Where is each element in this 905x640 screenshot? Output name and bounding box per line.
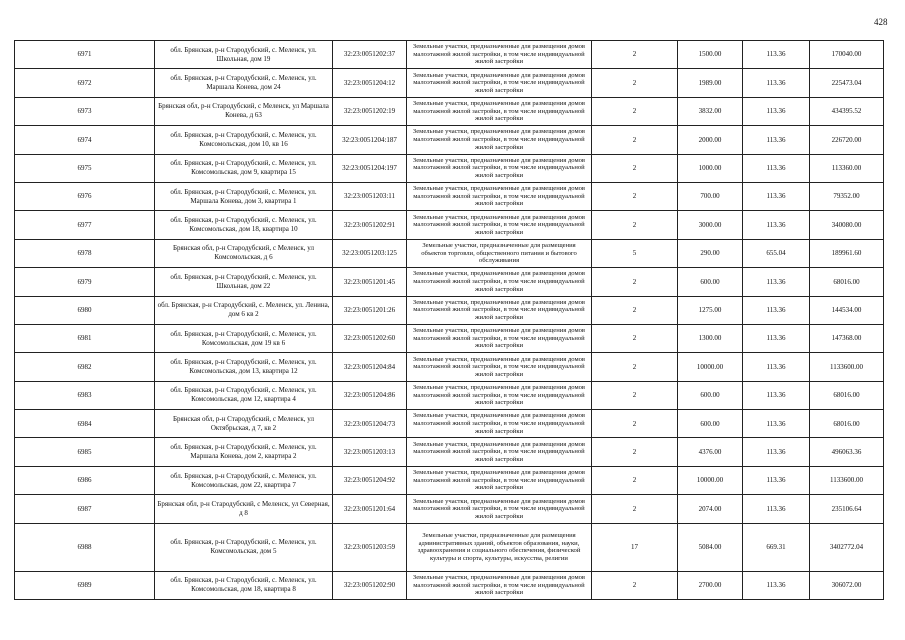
address-cell: обл. Брянская, р-н Стародубский, с. Меленск, ул. Маршала Конева, дом 3, квартира 1 bbox=[155, 182, 333, 210]
table-row bbox=[15, 324, 884, 352]
land-use-cell: Земельные участки, предназначенные для размещения домов малоэтажной жилой застройки, в том числе индивидуальной жилой застройки bbox=[407, 41, 592, 69]
cadastral-value-cell: 306072.00 bbox=[810, 571, 884, 599]
table-row bbox=[15, 410, 884, 438]
table-row bbox=[15, 126, 884, 154]
row-number-cell: 6971 bbox=[15, 41, 155, 69]
address-cell: обл. Брянская, р-н Стародубский, с. Меленск, ул. Маршала Конева, дом 2, квартира 2 bbox=[155, 438, 333, 466]
rate-cell: 113.36 bbox=[743, 324, 810, 352]
address-cell: обл. Брянская, р-н Стародубский, с. Меленск, ул. Школьная, дом 22 bbox=[155, 268, 333, 296]
use-code-cell: 2 bbox=[592, 268, 678, 296]
land-use-cell: Земельные участки, предназначенные для размещения домов малоэтажной жилой застройки, в том числе индивидуальной жилой застройки bbox=[407, 410, 592, 438]
cadastral-value-cell: 79352.00 bbox=[810, 182, 884, 210]
cadastral-number-cell: 32:23:0051201:26 bbox=[333, 296, 407, 324]
page-number: 428 bbox=[874, 17, 888, 27]
area-cell: 1989.00 bbox=[678, 69, 743, 97]
rate-cell: 113.36 bbox=[743, 571, 810, 599]
table-row bbox=[15, 239, 884, 267]
address-cell: обл. Брянская, р-н Стародубский, с. Меленск, ул. Маршала Конева, дом 24 bbox=[155, 69, 333, 97]
land-use-cell: Земельные участки, предназначенные для размещения домов малоэтажной жилой застройки, в том числе индивидуальной жилой застройки bbox=[407, 97, 592, 125]
cadastral-number-cell: 32:23:0051202:37 bbox=[333, 41, 407, 69]
address-cell: обл. Брянская, р-н Стародубский, с. Меленск, ул. Ленина, дом 6 кв 2 bbox=[155, 296, 333, 324]
use-code-cell: 17 bbox=[592, 523, 678, 571]
area-cell: 1275.00 bbox=[678, 296, 743, 324]
cadastral-value-cell: 1133600.00 bbox=[810, 466, 884, 494]
address-cell: Брянская обл, р-н Стародубский, с Меленск, ул Северная, д 8 bbox=[155, 495, 333, 523]
rate-cell: 113.36 bbox=[743, 97, 810, 125]
area-cell: 4376.00 bbox=[678, 438, 743, 466]
cadastral-number-cell: 32:23:0051202:60 bbox=[333, 324, 407, 352]
use-code-cell: 2 bbox=[592, 410, 678, 438]
area-cell: 2000.00 bbox=[678, 126, 743, 154]
rate-cell: 113.36 bbox=[743, 126, 810, 154]
rate-cell: 113.36 bbox=[743, 69, 810, 97]
row-number-cell: 6977 bbox=[15, 211, 155, 239]
area-cell: 10000.00 bbox=[678, 466, 743, 494]
use-code-cell: 2 bbox=[592, 41, 678, 69]
row-number-cell: 6985 bbox=[15, 438, 155, 466]
cadastral-number-cell: 32:23:0051202:91 bbox=[333, 211, 407, 239]
row-number-cell: 6989 bbox=[15, 571, 155, 599]
cadastral-number-cell: 32:23:0051204:86 bbox=[333, 381, 407, 409]
row-number-cell: 6978 bbox=[15, 239, 155, 267]
area-cell: 1000.00 bbox=[678, 154, 743, 182]
table-body bbox=[15, 41, 884, 600]
use-code-cell: 2 bbox=[592, 495, 678, 523]
address-cell: обл. Брянская, р-н Стародубский, с. Меленск, ул. Комсомольская, дом 18, квартира 8 bbox=[155, 571, 333, 599]
cadastral-number-cell: 32:23:0051203:11 bbox=[333, 182, 407, 210]
row-number-cell: 6988 bbox=[15, 523, 155, 571]
use-code-cell: 2 bbox=[592, 69, 678, 97]
row-number-cell: 6980 bbox=[15, 296, 155, 324]
address-cell: Брянская обл, р-н Стародубский, с Меленск, ул Маршала Конева, д 63 bbox=[155, 97, 333, 125]
rate-cell: 655.04 bbox=[743, 239, 810, 267]
table-row bbox=[15, 466, 884, 494]
rate-cell: 113.36 bbox=[743, 41, 810, 69]
cadastral-value-cell: 113360.00 bbox=[810, 154, 884, 182]
cadastral-value-cell: 68016.00 bbox=[810, 410, 884, 438]
table-row bbox=[15, 97, 884, 125]
rate-cell: 113.36 bbox=[743, 495, 810, 523]
area-cell: 2700.00 bbox=[678, 571, 743, 599]
area-cell: 3832.00 bbox=[678, 97, 743, 125]
row-number-cell: 6981 bbox=[15, 324, 155, 352]
table-row bbox=[15, 353, 884, 381]
cadastral-number-cell: 32:23:0051203:13 bbox=[333, 438, 407, 466]
row-number-cell: 6972 bbox=[15, 69, 155, 97]
rate-cell: 113.36 bbox=[743, 211, 810, 239]
area-cell: 290.00 bbox=[678, 239, 743, 267]
land-use-cell: Земельные участки, предназначенные для размещения домов малоэтажной жилой застройки, в том числе индивидуальной жилой застройки bbox=[407, 211, 592, 239]
land-registry-table bbox=[14, 40, 884, 600]
row-number-cell: 6982 bbox=[15, 353, 155, 381]
table-row bbox=[15, 523, 884, 571]
cadastral-value-cell: 225473.04 bbox=[810, 69, 884, 97]
row-number-cell: 6976 bbox=[15, 182, 155, 210]
cadastral-number-cell: 32:23:0051203:125 bbox=[333, 239, 407, 267]
cadastral-value-cell: 235106.64 bbox=[810, 495, 884, 523]
address-cell: обл. Брянская, р-н Стародубский, с. Меленск, ул. Комсомольская, дом 5 bbox=[155, 523, 333, 571]
cadastral-number-cell: 32:23:0051204:73 bbox=[333, 410, 407, 438]
cadastral-value-cell: 3402772.04 bbox=[810, 523, 884, 571]
use-code-cell: 2 bbox=[592, 211, 678, 239]
rate-cell: 113.36 bbox=[743, 296, 810, 324]
cadastral-value-cell: 226720.00 bbox=[810, 126, 884, 154]
land-use-cell: Земельные участки, предназначенные для размещения домов малоэтажной жилой застройки, в том числе индивидуальной жилой застройки bbox=[407, 126, 592, 154]
area-cell: 10000.00 bbox=[678, 353, 743, 381]
use-code-cell: 2 bbox=[592, 296, 678, 324]
land-use-cell: Земельные участки, предназначенные для размещения домов малоэтажной жилой застройки, в том числе индивидуальной жилой застройки bbox=[407, 495, 592, 523]
land-use-cell: Земельные участки, предназначенные для размещения домов малоэтажной жилой застройки, в том числе индивидуальной жилой застройки bbox=[407, 268, 592, 296]
table-row bbox=[15, 381, 884, 409]
rate-cell: 113.36 bbox=[743, 381, 810, 409]
address-cell: обл. Брянская, р-н Стародубский, с. Меленск, ул. Комсомольская, дом 13, квартира 12 bbox=[155, 353, 333, 381]
land-use-cell: Земельные участки, предназначенные для размещения домов малоэтажной жилой застройки, в том числе индивидуальной жилой застройки bbox=[407, 353, 592, 381]
address-cell: обл. Брянская, р-н Стародубский, с. Меленск, ул. Комсомольская, дом 19 кв 6 bbox=[155, 324, 333, 352]
use-code-cell: 2 bbox=[592, 182, 678, 210]
rate-cell: 669.31 bbox=[743, 523, 810, 571]
cadastral-value-cell: 1133600.00 bbox=[810, 353, 884, 381]
table-row bbox=[15, 154, 884, 182]
area-cell: 700.00 bbox=[678, 182, 743, 210]
table-row bbox=[15, 571, 884, 599]
address-cell: Брянская обл, р-н Стародубский, с Меленск, ул Октябрьская, д 7, кв 2 bbox=[155, 410, 333, 438]
address-cell: обл. Брянская, р-н Стародубский, с. Меленск, ул. Комсомольская, дом 12, квартира 4 bbox=[155, 381, 333, 409]
area-cell: 1300.00 bbox=[678, 324, 743, 352]
rate-cell: 113.36 bbox=[743, 268, 810, 296]
cadastral-number-cell: 32:23:0051202:19 bbox=[333, 97, 407, 125]
table-row bbox=[15, 41, 884, 69]
land-use-cell: Земельные участки, предназначенные для размещения домов малоэтажной жилой застройки, в том числе индивидуальной жилой застройки bbox=[407, 296, 592, 324]
land-use-cell: Земельные участки, предназначенные для размещения домов малоэтажной жилой застройки, в том числе индивидуальной жилой застройки bbox=[407, 182, 592, 210]
cadastral-value-cell: 434395.52 bbox=[810, 97, 884, 125]
cadastral-value-cell: 147368.00 bbox=[810, 324, 884, 352]
address-cell: обл. Брянская, р-н Стародубский, с. Меленск, ул. Комсомольская, дом 10, кв 16 bbox=[155, 126, 333, 154]
cadastral-number-cell: 32:23:0051201:64 bbox=[333, 495, 407, 523]
table-row bbox=[15, 495, 884, 523]
area-cell: 1500.00 bbox=[678, 41, 743, 69]
use-code-cell: 2 bbox=[592, 466, 678, 494]
area-cell: 600.00 bbox=[678, 381, 743, 409]
address-cell: обл. Брянская, р-н Стародубский, с. Меленск, ул. Комсомольская, дом 9, квартира 15 bbox=[155, 154, 333, 182]
cadastral-number-cell: 32:23:0051204:187 bbox=[333, 126, 407, 154]
table-row bbox=[15, 182, 884, 210]
address-cell: обл. Брянская, р-н Стародубский, с. Меленск, ул. Комсомольская, дом 18, квартира 10 bbox=[155, 211, 333, 239]
use-code-cell: 2 bbox=[592, 97, 678, 125]
area-cell: 5084.00 bbox=[678, 523, 743, 571]
rate-cell: 113.36 bbox=[743, 353, 810, 381]
cadastral-value-cell: 189961.60 bbox=[810, 239, 884, 267]
land-use-cell: Земельные участки, предназначенные для размещения домов малоэтажной жилой застройки, в том числе индивидуальной жилой застройки bbox=[407, 438, 592, 466]
address-cell: обл. Брянская, р-н Стародубский, с. Меленск, ул. Комсомольская, дом 22, квартира 7 bbox=[155, 466, 333, 494]
land-use-cell: Земельные участки, предназначенные для размещения домов малоэтажной жилой застройки, в том числе индивидуальной жилой застройки bbox=[407, 571, 592, 599]
use-code-cell: 2 bbox=[592, 571, 678, 599]
land-use-cell: Земельные участки, предназначенные для размещения домов малоэтажной жилой застройки, в том числе индивидуальной жилой застройки bbox=[407, 381, 592, 409]
land-use-cell: Земельные участки, предназначенные для размещения домов малоэтажной жилой застройки, в том числе индивидуальной жилой застройки bbox=[407, 69, 592, 97]
land-use-cell: Земельные участки, предназначенные для размещения домов малоэтажной жилой застройки, в том числе индивидуальной жилой застройки bbox=[407, 466, 592, 494]
cadastral-value-cell: 340080.00 bbox=[810, 211, 884, 239]
area-cell: 600.00 bbox=[678, 268, 743, 296]
cadastral-number-cell: 32:23:0051202:90 bbox=[333, 571, 407, 599]
rate-cell: 113.36 bbox=[743, 154, 810, 182]
cadastral-number-cell: 32:23:0051204:12 bbox=[333, 69, 407, 97]
use-code-cell: 2 bbox=[592, 324, 678, 352]
cadastral-value-cell: 144534.00 bbox=[810, 296, 884, 324]
rate-cell: 113.36 bbox=[743, 438, 810, 466]
cadastral-value-cell: 496063.36 bbox=[810, 438, 884, 466]
row-number-cell: 6973 bbox=[15, 97, 155, 125]
cadastral-number-cell: 32:23:0051204:84 bbox=[333, 353, 407, 381]
table-row bbox=[15, 296, 884, 324]
cadastral-value-cell: 170040.00 bbox=[810, 41, 884, 69]
row-number-cell: 6979 bbox=[15, 268, 155, 296]
cadastral-number-cell: 32:23:0051204:197 bbox=[333, 154, 407, 182]
land-use-cell: Земельные участки, предназначенные для размещения объектов торговли, общественного питания и бытового обслуживания bbox=[407, 239, 592, 267]
rate-cell: 113.36 bbox=[743, 410, 810, 438]
row-number-cell: 6975 bbox=[15, 154, 155, 182]
rate-cell: 113.36 bbox=[743, 466, 810, 494]
land-use-cell: Земельные участки, предназначенные для размещения административных зданий, объектов образования, науки, здравоохранения и социального обеспечения, физической культуры и спорта, культуры, искусства, религии bbox=[407, 523, 592, 571]
table-row bbox=[15, 69, 884, 97]
row-number-cell: 6986 bbox=[15, 466, 155, 494]
area-cell: 600.00 bbox=[678, 410, 743, 438]
address-cell: Брянская обл, р-н Стародубский, с Меленск, ул Комсомольская, д 6 bbox=[155, 239, 333, 267]
use-code-cell: 2 bbox=[592, 438, 678, 466]
cadastral-number-cell: 32:23:0051201:45 bbox=[333, 268, 407, 296]
use-code-cell: 5 bbox=[592, 239, 678, 267]
land-use-cell: Земельные участки, предназначенные для размещения домов малоэтажной жилой застройки, в том числе индивидуальной жилой застройки bbox=[407, 154, 592, 182]
use-code-cell: 2 bbox=[592, 353, 678, 381]
rate-cell: 113.36 bbox=[743, 182, 810, 210]
row-number-cell: 6983 bbox=[15, 381, 155, 409]
table-row bbox=[15, 268, 884, 296]
area-cell: 3000.00 bbox=[678, 211, 743, 239]
use-code-cell: 2 bbox=[592, 154, 678, 182]
row-number-cell: 6974 bbox=[15, 126, 155, 154]
cadastral-number-cell: 32:23:0051204:92 bbox=[333, 466, 407, 494]
cadastral-value-cell: 68016.00 bbox=[810, 381, 884, 409]
use-code-cell: 2 bbox=[592, 381, 678, 409]
address-cell: обл. Брянская, р-н Стародубский, с. Меленск, ул. Школьная, дом 19 bbox=[155, 41, 333, 69]
row-number-cell: 6987 bbox=[15, 495, 155, 523]
table-row bbox=[15, 211, 884, 239]
use-code-cell: 2 bbox=[592, 126, 678, 154]
cadastral-number-cell: 32:23:0051203:59 bbox=[333, 523, 407, 571]
land-use-cell: Земельные участки, предназначенные для размещения домов малоэтажной жилой застройки, в том числе индивидуальной жилой застройки bbox=[407, 324, 592, 352]
area-cell: 2074.00 bbox=[678, 495, 743, 523]
row-number-cell: 6984 bbox=[15, 410, 155, 438]
table-row bbox=[15, 438, 884, 466]
cadastral-value-cell: 68016.00 bbox=[810, 268, 884, 296]
